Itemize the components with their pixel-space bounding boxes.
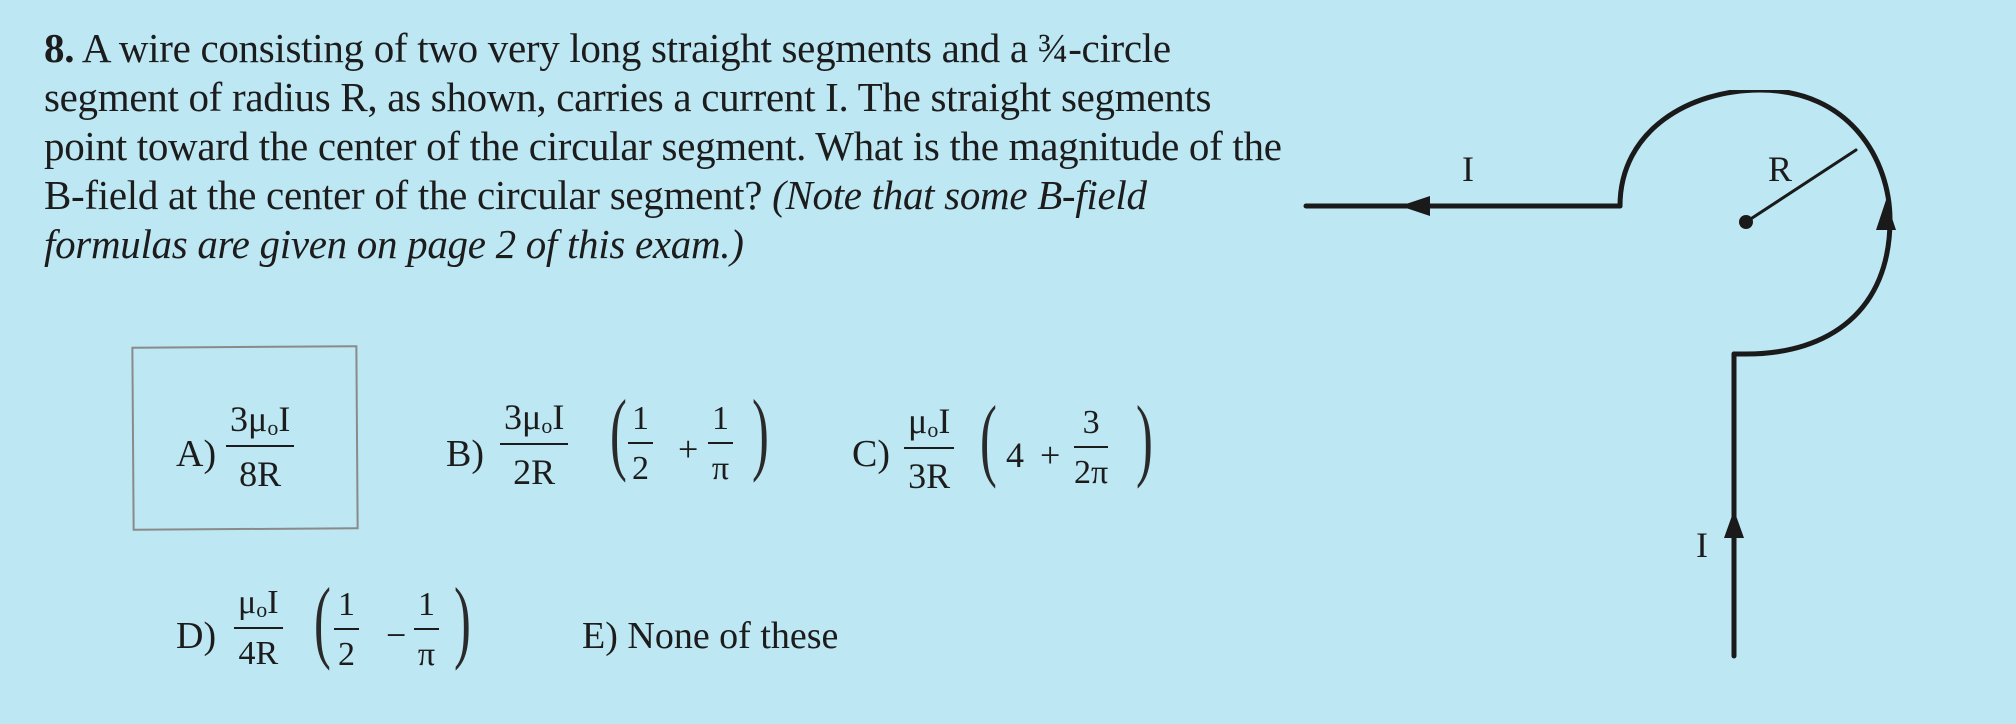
operator: + [1040,435,1061,475]
numerator: 3 [1074,404,1108,448]
choice-a-numerator: 3μ [230,399,268,439]
numerator: μ [908,401,928,441]
denominator: 2 [338,636,355,673]
current-label-top: I [1462,149,1474,189]
right-paren: ) [1136,387,1153,489]
current-symbol: I [552,397,565,437]
operator: − [386,615,407,655]
subscript: o [256,597,268,622]
choice-c-fraction [904,400,954,497]
choice-b-fraction [500,396,568,493]
current-symbol: I [278,399,291,439]
right-paren: ) [752,381,769,483]
choice-e[interactable] [582,614,838,658]
choice-a-denominator: 8R [239,454,282,494]
numerator: 1 [414,586,439,630]
radius-line [1746,150,1856,222]
radius-label: R [1768,149,1793,189]
denominator: 2R [513,452,556,492]
wire-diagram [1290,90,1930,690]
numerator: 1 [708,400,733,444]
subscript: o [541,413,553,438]
numerator: 1 [334,586,359,630]
current-label-bottom: I [1696,525,1708,565]
choice-d-term1 [334,586,359,674]
numerator: 1 [628,400,653,444]
right-paren: ) [454,569,471,671]
arrow-up [1724,510,1744,538]
left-paren: ( [610,381,627,483]
numerator: 3μ [504,397,542,437]
choice-d-label: D) [176,615,217,657]
left-paren: ( [314,569,331,671]
numerator: μ [238,584,257,621]
question-body: A wire consisting of two very long straight segments and a ¾-circle segment of radius R, as shown, carries a current I. The straight segments point toward the center of the circular segment. What is the magnitude of the B-field at the center of the circular segment? [44,25,1282,218]
choice-d-fraction [234,584,283,673]
current-symbol: I [267,584,279,621]
term: 4 [1006,435,1024,475]
choice-b-label: B) [446,433,484,475]
question-note: (Note that some B-field formulas are given on page 2 of this exam.) [44,172,1147,267]
choice-a-label: A) [176,433,217,475]
choice-e-label: E) [582,615,618,657]
question-text [44,24,1284,269]
question-number: 8. [44,25,75,71]
arrow-left [1400,196,1430,216]
operator: + [678,429,699,469]
circular-segment [1620,90,1890,354]
choice-b-term1 [628,400,653,488]
subscript: o [267,415,279,440]
arrow-circle [1876,200,1896,230]
current-symbol: I [938,401,951,441]
choice-c-label: C) [852,433,890,475]
left-paren: ( [980,387,997,489]
center-point [1739,215,1753,229]
denominator: 2 [632,450,649,487]
choice-a-fraction [226,398,294,495]
choice-d-term2 [414,586,439,674]
denominator: π [417,636,436,673]
choice-c-term2 [1074,404,1108,492]
denominator: 2π [1074,454,1109,491]
choice-b-term2 [708,400,733,488]
denominator: 4R [238,635,279,672]
denominator: π [711,450,730,487]
choice-e-text: None of these [627,615,839,657]
subscript: o [927,417,939,442]
denominator: 3R [908,456,951,496]
